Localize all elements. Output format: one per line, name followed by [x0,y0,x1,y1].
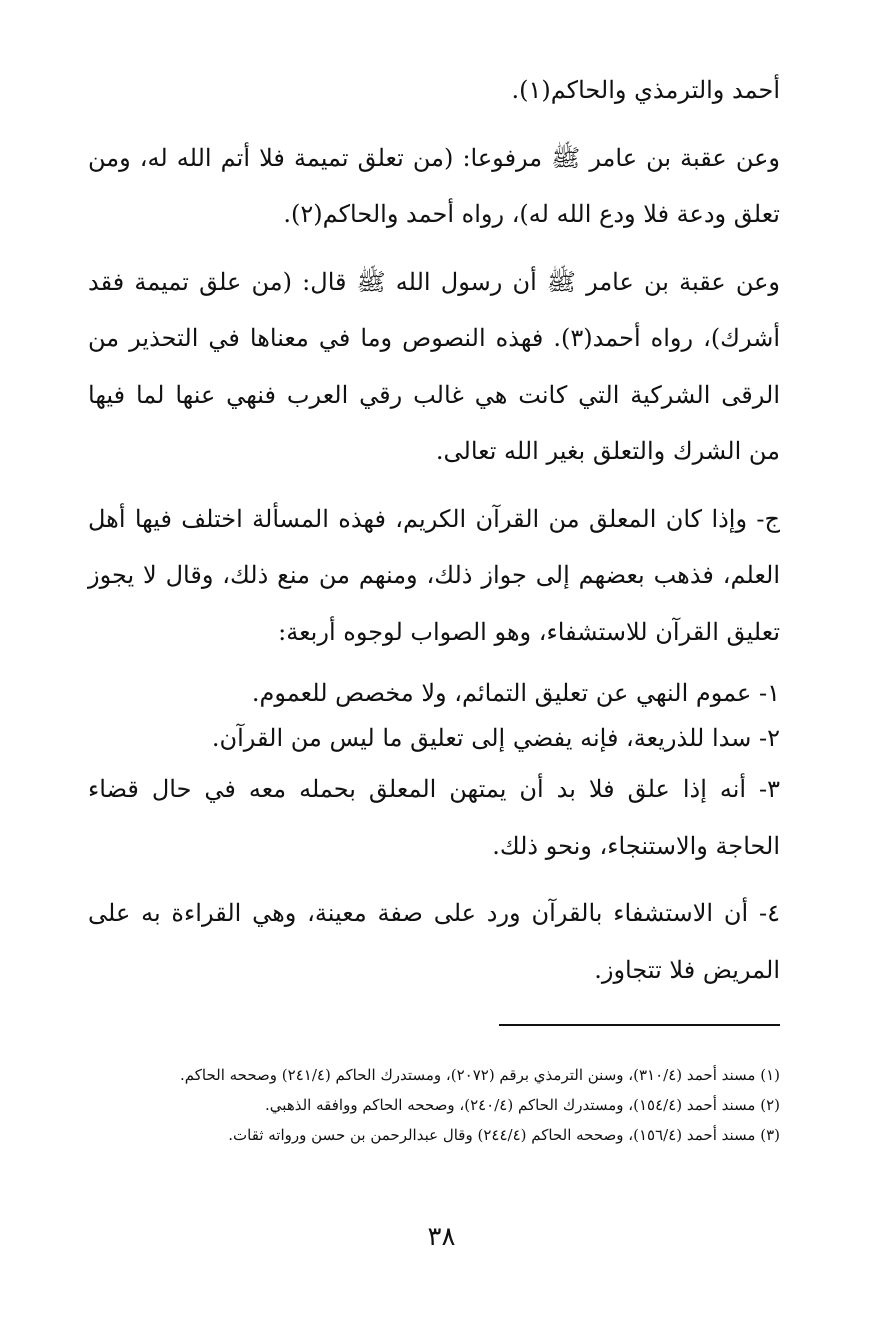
list-item-3: ٣- أنه إذا علق فلا بد أن يمتهن المعلق بحمله معه في حال قضاء الحاجة والاستنجاء، ونحو ذلك. [88,775,780,860]
list-item-2: ٢- سدا للذريعة، فإنه يفضي إلى تعليق ما ليس من القرآن. [211,724,780,752]
list-item-1: ١- عموم النهي عن تعليق التمائم، ولا مخصص للعموم. [251,679,780,707]
paragraph-2: وعن عقبة بن عامر ﷺ مرفوعا: (من تعلق تميمة فلا أتم الله له، ومن تعلق ودعة فلا ودع الله له)، رواه أحمد والحاكم(٢). [88,143,780,228]
list-item-4: ٤- أن الاستشفاء بالقرآن ورد على صفة معينة، وهي القراءة به على المريض فلا تتجاوز. [88,899,780,984]
footnote-1: (١) مسند أحمد (٣١٠/٤)، وسنن الترمذي برقم (٢٠٧٢)، ومستدرك الحاكم (٢٤١/٤) وصححه الحاكم. [179,1066,780,1084]
main-text [88,62,780,998]
footnote-separator [499,1024,780,1026]
paragraph-4: ج- وإذا كان المعلق من القرآن الكريم، فهذه المسألة اختلف فيها أهل العلم، فذهب بعضهم إلى جواز ذلك، ومنهم من منع ذلك، وقال لا يجوز تعليق القرآن للاستشفاء، وهو الصواب لوجوه أربعة: [88,504,780,646]
footnote-3: (٣) مسند أحمد (١٥٦/٤)، وصححه الحاكم (٢٤٤/٤) وقال عبدالرحمن بن حسن ورواته ثقات. [228,1126,780,1144]
footnote-2: (٢) مسند أحمد (١٥٤/٤)، ومستدرك الحاكم (٢٤٠/٤)، وصححه الحاكم ووافقه الذهبي. [265,1096,780,1114]
paragraph-1: أحمد والترمذي والحاكم(١). [511,76,780,104]
page-number: ٣٨ [427,1222,456,1252]
paragraph-3: وعن عقبة بن عامر ﷺ أن رسول الله ﷺ قال: (من علق تميمة فقد أشرك)، رواه أحمد(٣). فهذه النصوص وما في معناها في التحذير من الرقى الشركية التي كانت هي غالب رقي العرب فنهي عنها لما فيها من الشرك والتعلق بغير الله تعالى. [88,267,780,465]
footnotes [88,1060,780,1150]
